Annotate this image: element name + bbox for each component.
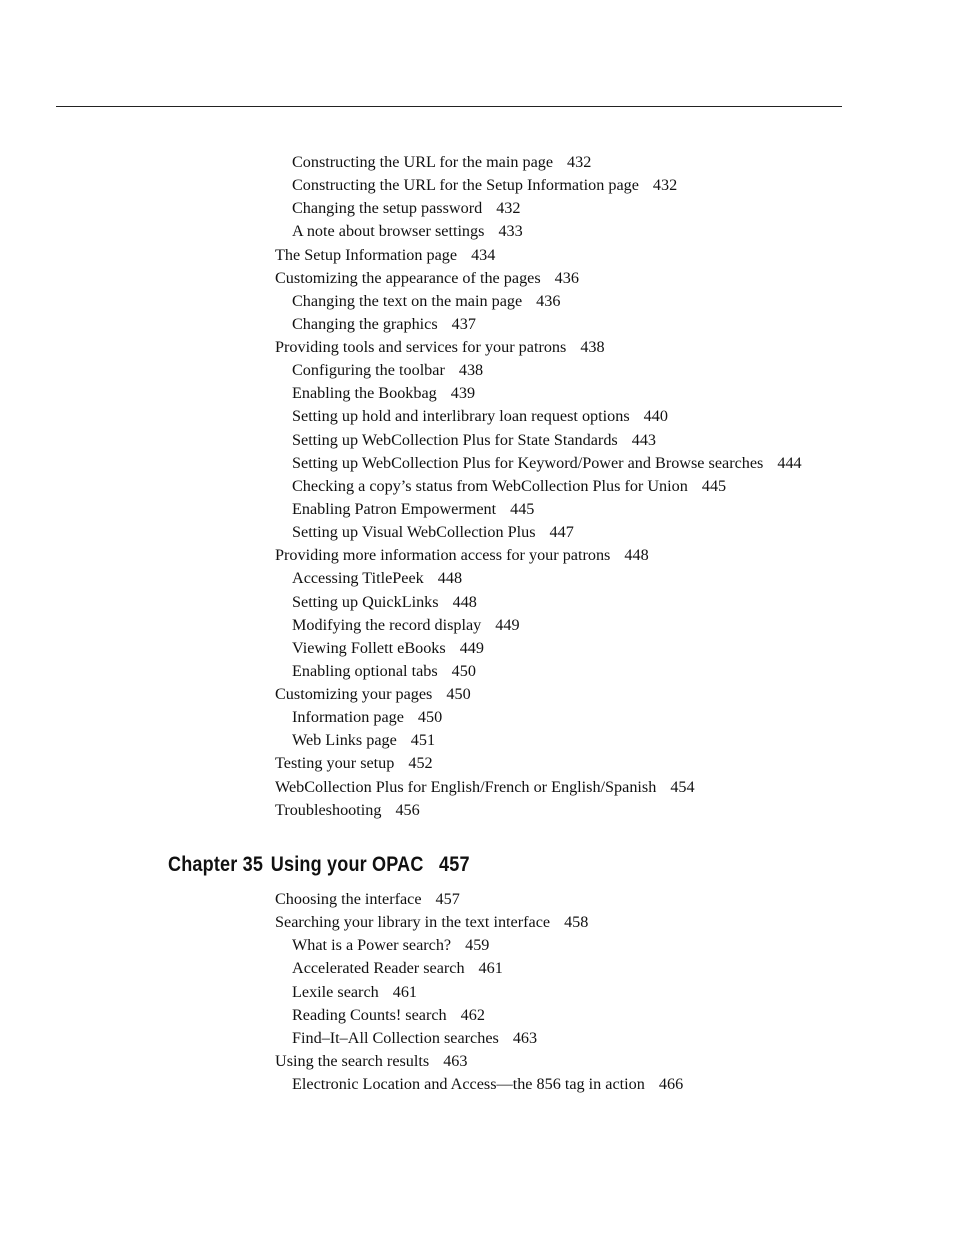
toc-entry-title: Changing the text on the main page [292,291,523,310]
toc-entry-page-number: 463 [512,1028,538,1047]
toc-entry-page-number: 445 [701,476,727,495]
toc-entry-page-number: 439 [450,384,476,403]
toc-entry-page-number: 434 [471,245,496,264]
chapter-title: Using your OPAC [270,853,424,876]
toc-entry-title: WebCollection Plus for English/French or English/Spanish [275,777,657,796]
toc-entry-title: Constructing the URL for the Setup Information page [292,176,639,195]
toc-entry-title: Choosing the interface [275,890,422,908]
toc-entry-title: Setting up WebCollection Plus for State Standards [292,430,618,449]
toc-entry-subsection[interactable] [292,152,591,172]
toc-entry-title: Searching your library in the text interface [275,913,551,932]
toc-entry-title: Enabling the Bookbag [292,384,437,403]
toc-entry-subsection[interactable] [292,638,484,658]
toc-entry-subsection[interactable] [292,1028,537,1048]
toc-entry-section[interactable] [275,912,588,932]
toc-entry-page-number: 466 [658,1075,684,1093]
toc-entry-page-number: 454 [670,777,695,796]
chapter-heading[interactable] [168,852,470,878]
toc-entry-title: Configuring the toolbar [292,361,445,380]
toc-entry-page-number: 448 [437,569,463,588]
toc-entry-title: Electronic Location and Access—the 856 tag in action [292,1075,645,1093]
toc-entry-section[interactable] [275,268,579,288]
chapter-number: Chapter 35 [168,853,264,876]
toc-entry-page-number: 450 [417,708,443,727]
toc-entry-subsection[interactable] [292,958,503,978]
toc-entry-subsection[interactable] [292,592,477,612]
toc-entry-title: Troubleshooting [275,800,382,819]
toc-entry-page-number: 448 [624,546,649,565]
toc-entry-title: Enabling Patron Empowerment [292,499,497,518]
toc-entry-title: A note about browser settings [292,222,485,241]
toc-entry-title: Testing your setup [275,754,395,773]
toc-entry-page-number: 432 [496,199,521,218]
toc-entry-subsection[interactable] [292,935,489,955]
toc-entry-subsection[interactable] [292,198,520,218]
toc-entry-page-number: 457 [435,890,460,908]
toc-entry-subsection[interactable] [292,291,560,311]
toc-entry-page-number: 432 [652,176,678,195]
toc-entry-page-number: 437 [451,314,476,333]
toc-entry-title: The Setup Information page [275,245,458,264]
toc-entry-subsection[interactable] [292,499,534,519]
toc-entry-page-number: 461 [392,982,418,1001]
toc-entry-page-number: 433 [498,222,523,241]
toc-entry-subsection[interactable] [292,982,417,1002]
toc-entry-title: Customizing your pages [275,685,433,703]
toc-entry-section[interactable] [275,337,605,357]
toc-entry-title: Accessing TitlePeek [292,569,424,588]
toc-entry-subsection[interactable] [292,522,574,542]
toc-entry-page-number: 445 [510,499,535,518]
toc-entry-title: Using the search results [275,1051,430,1070]
toc-entry-subsection[interactable] [292,707,442,727]
toc-entry-page-number: 436 [536,291,561,310]
toc-entry-page-number: 451 [410,731,436,750]
toc-entry-section[interactable] [275,800,420,820]
toc-entry-title: Setting up hold and interlibrary loan request options [292,407,630,426]
toc-entry-page-number: 448 [452,592,477,611]
toc-entry-page-number: 447 [549,523,574,542]
toc-entry-subsection[interactable] [292,661,476,681]
toc-entry-section[interactable] [275,245,495,265]
toc-entry-subsection[interactable] [292,406,668,426]
toc-entry-title: Modifying the record display [292,615,482,634]
toc-entry-section[interactable] [275,545,649,565]
toc-entry-title: Constructing the URL for the main page [292,153,554,171]
toc-entry-section[interactable] [275,1051,467,1071]
toc-entry-page-number: 463 [443,1051,468,1070]
toc-entry-title: Find–It–All Collection searches [292,1028,499,1047]
toc-entry-subsection[interactable] [292,314,476,334]
toc-entry-title: Customizing the appearance of the pages [275,268,541,287]
toc-entry-title: Changing the setup password [292,199,483,218]
toc-entry-subsection[interactable] [292,383,475,403]
toc-entry-page-number: 450 [446,685,471,703]
toc-entry-subsection[interactable] [292,568,462,588]
toc-entry-section[interactable] [275,684,471,704]
toc-entry-page-number: 462 [460,1005,485,1024]
toc-entry-title: Checking a copy’s status from WebCollection Plus for Union [292,476,688,495]
toc-entry-page-number: 450 [451,661,476,680]
chapter-page-number: 457 [439,853,470,876]
toc-entry-title: Lexile search [292,982,379,1001]
toc-entry-page-number: 443 [631,430,656,449]
toc-entry-page-number: 449 [459,638,484,657]
toc-entry-subsection[interactable] [292,1005,485,1025]
toc-entry-subsection[interactable] [292,175,677,195]
toc-entry-title: Web Links page [292,731,397,750]
toc-entry-title: Enabling optional tabs [292,661,438,680]
toc-entry-title: Information page [292,708,404,727]
toc-entry-subsection[interactable] [292,430,656,450]
toc-entry-page-number: 456 [395,800,420,819]
toc-entry-page-number: 438 [458,361,484,380]
toc-entry-section[interactable] [275,753,433,773]
toc-entry-title: Viewing Follett eBooks [292,638,446,657]
toc-entry-section[interactable] [275,777,695,797]
toc-entry-title: Reading Counts! search [292,1005,447,1024]
toc-entry-subsection[interactable] [292,221,523,241]
toc-entry-page-number: 436 [554,268,579,287]
toc-entry-page-number: 438 [580,338,605,356]
toc-entry-page-number: 449 [495,615,520,634]
toc-entry-page-number: 440 [643,407,668,426]
toc-entry-page-number: 461 [478,959,503,978]
toc-entry-title: Providing more information access for your patrons [275,546,611,565]
toc-entry-title: Setting up Visual WebCollection Plus [292,523,536,542]
toc-entry-subsection[interactable] [292,453,802,473]
toc-entry-page-number: 432 [567,153,592,171]
toc-entry-title: Providing tools and services for your patrons [275,338,567,356]
toc-entry-page-number: 444 [777,453,802,472]
toc-entry-section[interactable] [275,889,460,909]
toc-entry-subsection[interactable] [292,360,483,380]
toc-entry-subsection[interactable] [292,730,435,750]
toc-entry-title: Setting up WebCollection Plus for Keyword/Power and Browse searches [292,453,764,472]
toc-entry-title: Changing the graphics [292,314,438,333]
header-rule [56,106,842,107]
toc-entry-page-number: 459 [465,936,490,955]
toc-entry-page-number: 452 [408,754,433,773]
toc-entry-subsection[interactable] [292,1074,683,1094]
toc-entry-subsection[interactable] [292,476,726,496]
toc-entry-title: What is a Power search? [292,936,452,955]
toc-entry-title: Accelerated Reader search [292,959,465,978]
toc-entry-subsection[interactable] [292,615,520,635]
toc-entry-title: Setting up QuickLinks [292,592,439,611]
toc-entry-page-number: 458 [564,913,589,932]
